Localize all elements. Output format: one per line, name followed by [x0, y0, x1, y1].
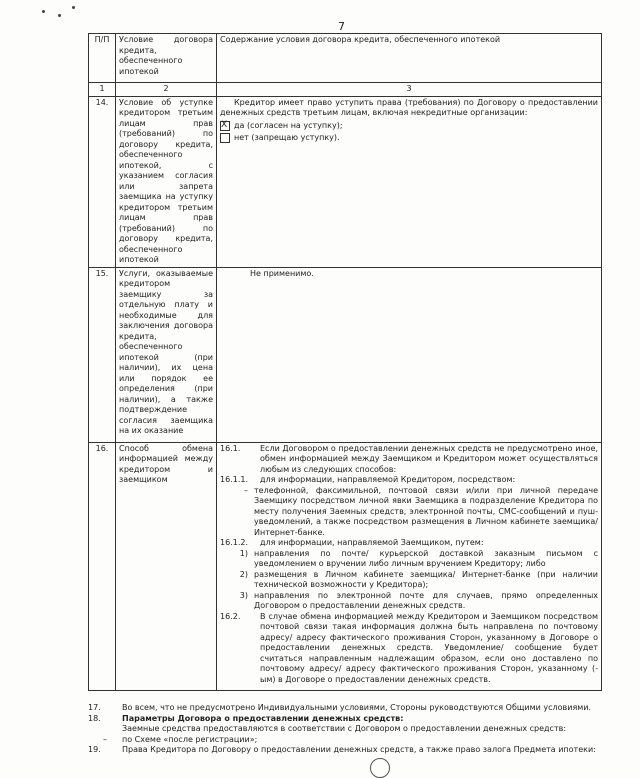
- option-yes-label: да (согласен на уступку);: [234, 120, 343, 130]
- checkbox-empty-icon[interactable]: [220, 133, 230, 143]
- clause-18-scheme: [88, 735, 608, 746]
- row-15-condition: Услуги, оказываемые кредитором заемщику за отдельную плату и необходимые для заключения договора кредита, обеспеченного ипотекой (при наличии), их цена или порядок ее определения (при наличии), а также подтверждение согласия заемщика на их оказание: [116, 267, 217, 442]
- table-row-14: [89, 96, 602, 267]
- list-item-text: направления по электронной почте для случаев, прямо определенных Договором о предоставлении денежных средств.: [254, 590, 598, 610]
- stamp-mark: [370, 758, 390, 778]
- scan-speck: [72, 6, 75, 9]
- table-row-16: [89, 442, 602, 690]
- row-16-content: [217, 442, 602, 690]
- scan-speck: [58, 14, 61, 17]
- row-14-condition: Условие об уступке кредитором третьим лицам прав (требований) по договору кредита, обеспеченного ипотекой, с указанием согласия или запрета заемщика на уступку кредитором третьим лицам прав (требований) по договору кредита, обеспеченного ипотекой: [116, 96, 217, 267]
- clause-16-1-1: [220, 475, 598, 486]
- list-item-text: размещения в Личном кабинете заемщика/ Интернет-банке (при наличии технической возможности у Кредитора);: [254, 569, 598, 589]
- table-header-row: [89, 34, 602, 83]
- assignment-prohibit-option[interactable]: [220, 133, 598, 144]
- list-marker: 1): [239, 548, 248, 558]
- page-number: 7: [338, 20, 345, 33]
- checkbox-checked-icon[interactable]: [220, 121, 230, 131]
- footer-clauses: [88, 703, 608, 756]
- clause-16-1-1-item: [220, 486, 598, 539]
- row-15-content: [217, 267, 602, 442]
- clause-17-text: Во всем, что не предусмотрено Индивидуальными условиями, Стороны руководствуются Общими условиями.: [122, 703, 592, 712]
- clause-16-1-num: 16.1.: [220, 443, 241, 453]
- row-14-text: Кредитор имеет право уступить права (требования) по Договору о предоставлении денежных средств третьим лицам, включая некредитные организации:: [220, 97, 598, 117]
- clause-16-1-text: Если Договором о предоставлении денежных средств не предусмотрено иное, обмен информацией между Заемщиком и Кредитором может осуществляться любым из следующих способов:: [260, 443, 598, 474]
- scan-speck: [42, 10, 45, 13]
- clause-17-num: 17.: [88, 703, 101, 712]
- clause-16-2-num: 16.2.: [220, 611, 241, 621]
- header-col-condition: Условие договора кредита, обеспеченного ипотекой: [116, 34, 217, 83]
- clause-16-1-2-text: для информации, направляемой Заемщиком, путем:: [260, 538, 484, 547]
- index-cell-2: 2: [116, 83, 217, 97]
- list-marker: 3): [239, 590, 248, 600]
- header-col-content: Содержание условия договора кредита, обеспеченного ипотекой: [217, 34, 602, 83]
- clause-16-1: [220, 444, 598, 476]
- clause-16-2-text: В случае обмена информацией между Кредитором и Заемщиком посредством почтовой связи такая информация должна быть направлена по почтовому адресу/ адресу фактического проживания Сторон, указанному в Договоре о предоставлении денежных средств. Уведомление/ сообщение будет считаться направленным надлежащим образом, если оно доставлено по почтовому адресу/ адресу фактического проживания Сторон, указанному (-ым) в Договоре о предоставлении денежных средств.: [260, 611, 598, 684]
- clause-16-1-2: [220, 538, 598, 549]
- assignment-consent-option[interactable]: [220, 121, 598, 132]
- clause-19-text: Права Кредитора по Договору о предоставлении денежных средств, а также право залога Предмета ипотеки:: [122, 745, 596, 754]
- option-no-label: нет (запрещаю уступку).: [234, 133, 340, 142]
- clause-17: [88, 703, 608, 714]
- row-15-text: Не применимо.: [250, 268, 314, 278]
- row-14-content: [217, 96, 602, 267]
- list-item: [220, 591, 598, 612]
- clause-16-2: [220, 612, 598, 686]
- table-row-15: [89, 267, 602, 442]
- dash-marker: –: [244, 485, 248, 495]
- row-16-condition: Способ обмена информацией между кредитором и заемщиком: [116, 442, 217, 690]
- row-14-num: 14.: [89, 96, 116, 267]
- index-cell-1: 1: [89, 83, 116, 97]
- clause-18-num: 18.: [88, 713, 101, 723]
- list-item-text: направления по почте/ курьерской доставкой заказным письмом с уведомлением о вручении либо личным вручением Кредитору; либо: [254, 548, 598, 568]
- clause-16-1-1-num: 16.1.1.: [220, 475, 248, 484]
- clause-18-sub: [88, 724, 608, 735]
- clause-19: [88, 745, 608, 756]
- list-item: [220, 570, 598, 591]
- clause-18-sub-text: Заемные средства предоставляются в соответствии с Договором о предоставлении денежных средств:: [122, 724, 567, 733]
- index-cell-3: 3: [217, 83, 602, 97]
- list-item: [220, 549, 598, 570]
- clause-16-1-1-text: для информации, направляемой Кредитором, посредством:: [260, 475, 516, 484]
- clause-16-1-2-num: 16.1.2.: [220, 538, 248, 547]
- list-marker: 2): [239, 569, 248, 579]
- clause-18: [88, 714, 608, 725]
- clause-18-title: Параметры Договора о предоставлении денежных средств:: [122, 713, 404, 723]
- dash-marker: –: [103, 734, 107, 744]
- clause-18-scheme-text: по Схеме «после регистрации»;: [122, 734, 258, 744]
- row-16-num: 16.: [89, 442, 116, 690]
- clause-19-num: 19.: [88, 745, 101, 754]
- row-15-num: 15.: [89, 267, 116, 442]
- header-col-num: П/П: [89, 34, 116, 83]
- clause-16-1-1-item-text: телефонной, факсимильной, почтовой связи и/или при личной передаче Заемщику посредством личной явки Заемщика в подразделение Кредитора по месту получения Заемных средств, электронной почты, СМС-сообщений и пуш-уведомлений, а также посредством размещения в Личном кабинете заемщика/ Интернет-банке.: [254, 485, 598, 537]
- credit-conditions-table: [88, 33, 602, 691]
- table-index-row: [89, 83, 602, 97]
